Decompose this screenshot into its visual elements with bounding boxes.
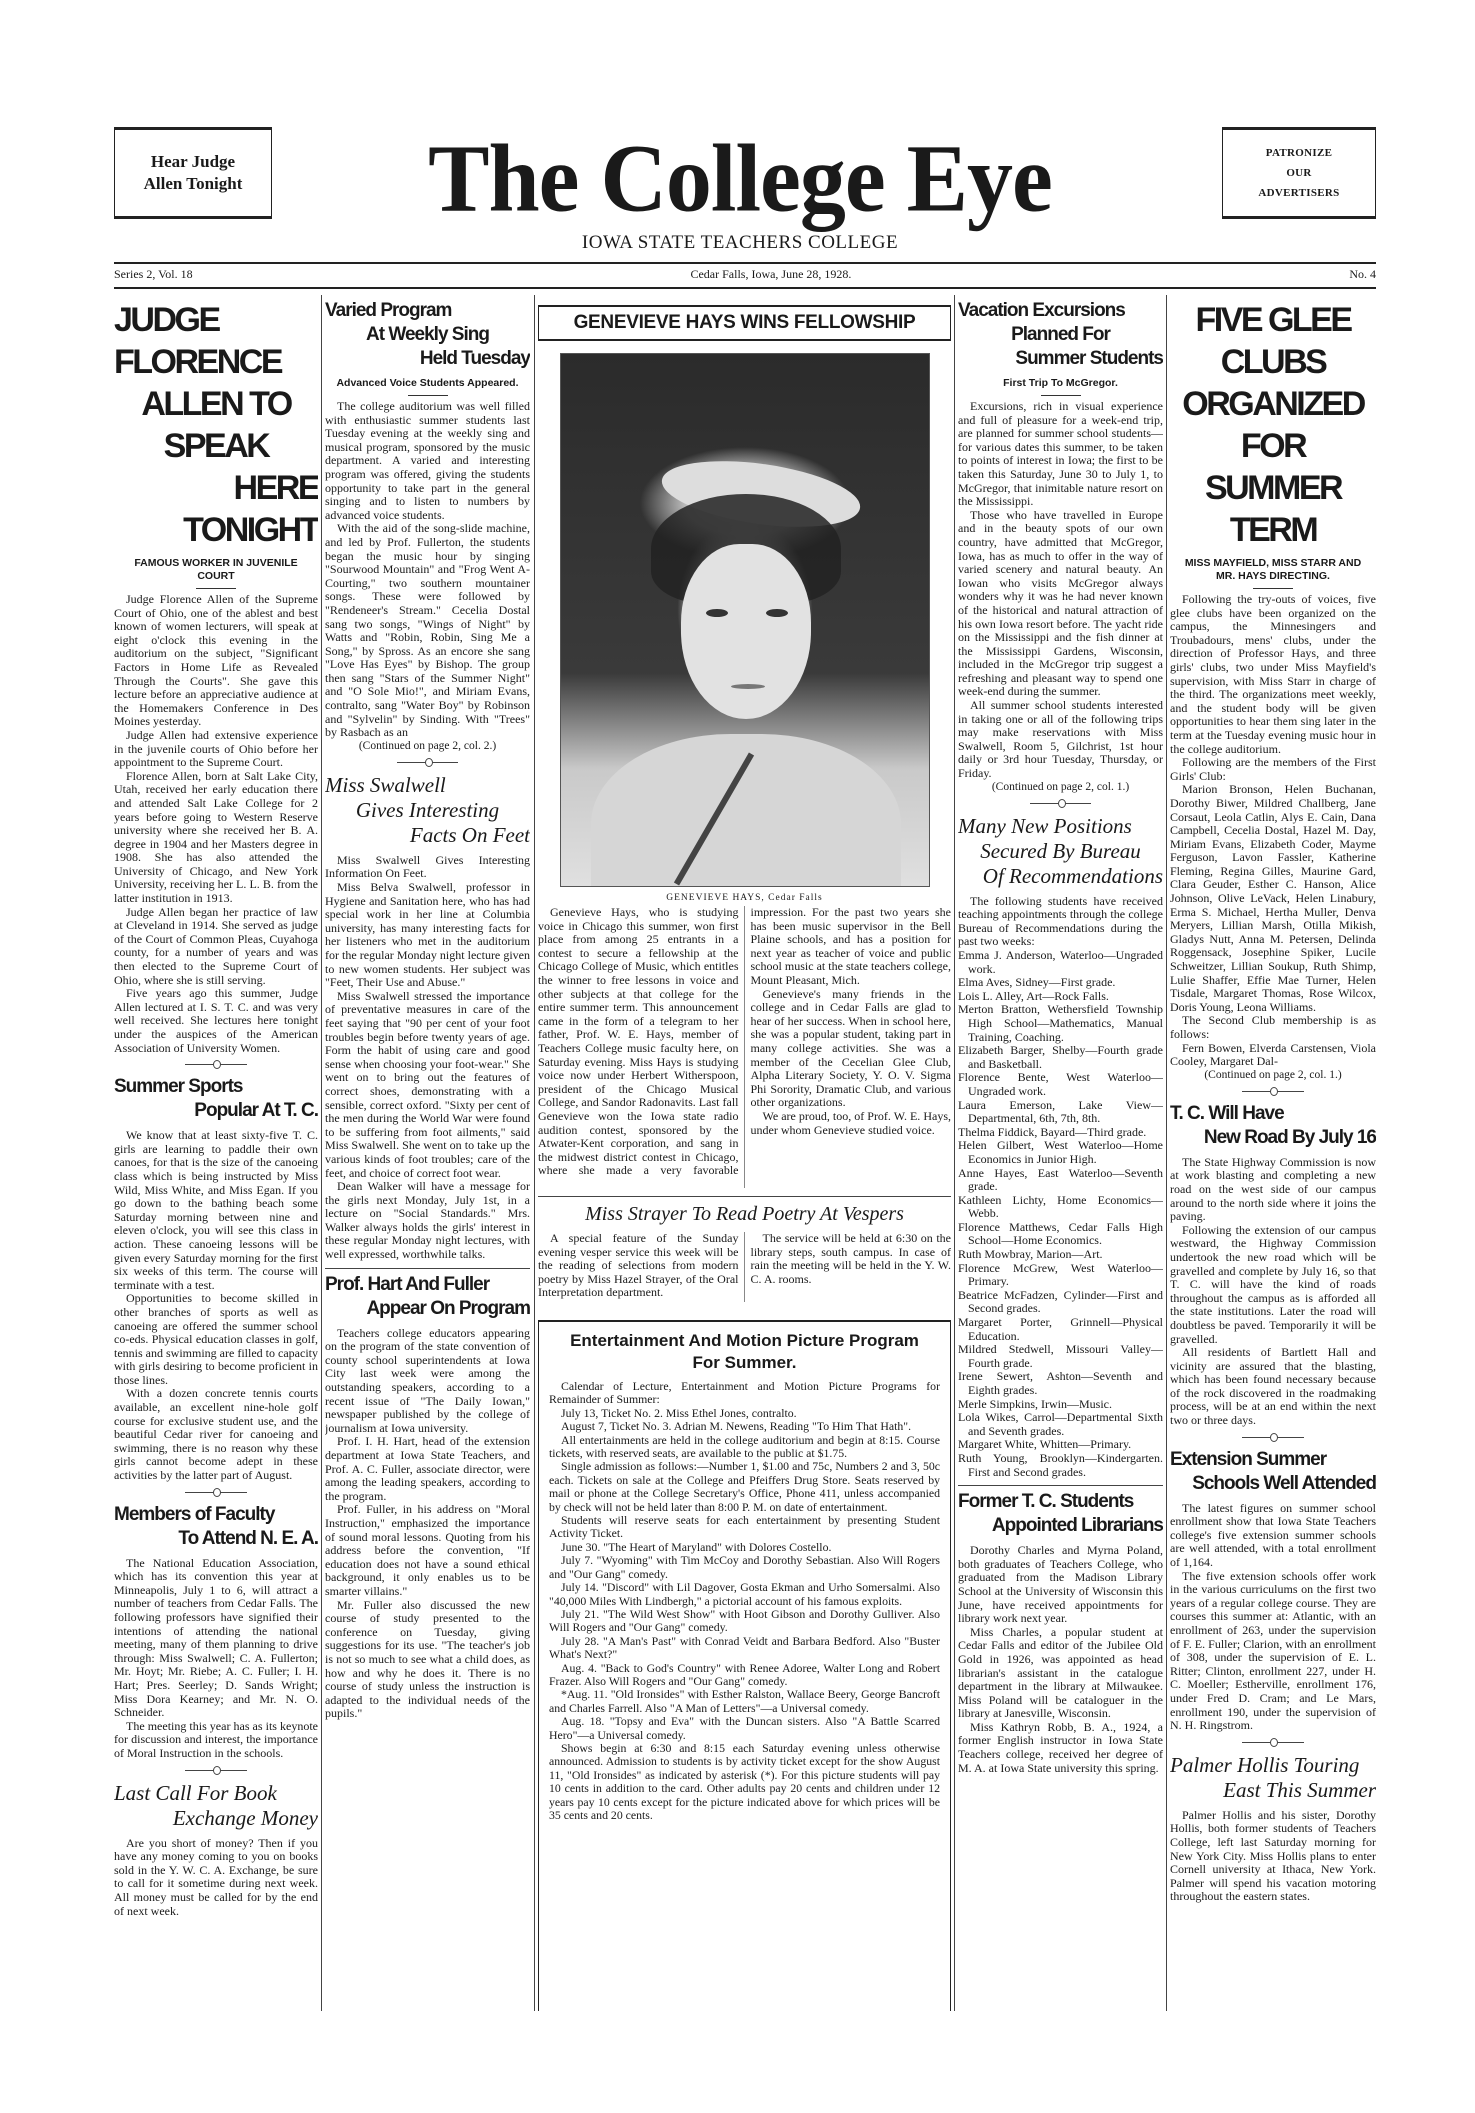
- paragraph: Dean Walker will have a message for the girls next Monday, July 1st, in a lecture on "Social Standards." Mrs. Walker always holds the girls' interest in these regular Monday night lectures, with well expressed, worthwhile talks.: [325, 1179, 530, 1262]
- entertainment-body: [549, 1380, 940, 1822]
- paragraph: Mr. Fuller also discussed the new course of study presented to the conference on Tuesday, giving suggestions for its use. "The teacher's job is not so much to see what a child does, as how and why he does it. There is no course of study unless the instruction is adapted to the individual needs of the pupils.": [325, 1597, 530, 1721]
- list-item: Ruth Young, Brooklyn—Kindergarten. First and Second grades.: [958, 1450, 1163, 1479]
- paragraph: Single admission as follows:—Number 1, $1.00 and 75c, Numbers 2 and 3, 50c each. Tickets on sale at the College and Pfeiffers Drug Store. Seats reserved by mail or phone at the College Secretary's Office, Phone 411, unless accompanied by check will not be held later than 8:00 P. M. on date of entertainment.: [549, 1459, 940, 1514]
- list-item: Kathleen Lichty, Home Economics—Webb.: [958, 1192, 1163, 1221]
- strayer-article-body: [538, 1232, 951, 1302]
- paragraph: Prof. I. H. Hart, head of the extension department at Iowa State Teachers, and Prof. A. C. Fuller, associate director, were among the leading speakers, according to the program.: [325, 1434, 530, 1503]
- article-sing: [325, 299, 530, 769]
- headline-line: Prof. Hart And Fuller: [325, 1273, 490, 1295]
- headline-line: For Summer.: [692, 1353, 797, 1372]
- paragraph: Those who have travelled in Europe and in the beauty spots of our own country, have admitted that McGregor, Iowa, has as much to offer in the way of varied scenery and natural beauty. An Iowan who visits McGregor always wonders why it was he had never known of the historical and natural attraction of his own Iowa resort before. The yacht ride on the Mississippi and the fish dinner at the Mississippi Gardens, Wisconsin, included in the McGregor trip suggest a refreshing and pleasant way to spend one week-end during the summer.: [958, 507, 1163, 699]
- paragraph: Miss Swalwell stressed the importance of preventative measures in care of the feet saying that "90 per cent of your foot troubles begin before twenty years of age. Form the habit of using care and good sense when choosing your foot-wear." She went on to bring out the features of correct shoes, demonstrating with a sensible, correct oxford. "Sixty per cent of the men during the World War were found to be suffering from foot ailments," said Miss Swalwell. She went on to take up the various kinds of foot troubles; care of the feet, and choice of correct foot wear.: [325, 988, 530, 1180]
- paragraph: July 21. "The Wild West Show" with Hoot Gibson and Dorothy Gulliver. Also Will Rogers and "Our Gang" comedy.: [549, 1606, 940, 1635]
- list-item: Irene Sewert, Ashton—Seventh and Eighth grades.: [958, 1369, 1163, 1397]
- article-extension: [1170, 1448, 1376, 1749]
- paragraph: Excursions, rich in visual experience and full of pleasure for a week-end trip, are planned for summer school students—for various dates this summer, to be taken to points of interest in Iowa; the first to be taken this Saturday, June 30 to July 1, to McGregor, that inimitable nature resort on the Mississippi.: [958, 399, 1163, 509]
- headline-line: Many New Positions: [958, 813, 1132, 838]
- paragraph: August 7, Ticket No. 3. Adrian M. Newens, Reading "To Him That Hath".: [561, 1419, 912, 1434]
- article-headline: [1170, 1102, 1376, 1150]
- article-headline: [325, 299, 530, 371]
- college-name: IOWA STATE TEACHERS COLLEGE: [581, 232, 899, 253]
- headline-line: ALLEN TO SPEAK: [141, 385, 291, 465]
- paragraph: *Aug. 11. "Old Ironsides" with Esther Ralston, Wallace Beery, George Bancroft and Charles Farrell. Also "A Man of Letters"—a Universal comedy.: [549, 1687, 940, 1715]
- continued-note: (Continued on page 2, col. 2.): [358, 739, 497, 752]
- paragraph: Miss Belva Swalwell, professor in Hygiene and Sanitation here, who has had special work in her line at Columbia university, has many interesting facts for her listeners who met in the auditorium for the regular Monday night lecture given to new women students. Her subject was "Feet, Their Use and Abuse.": [325, 880, 530, 990]
- list-item: Anne Hayes, East Waterloo—Seventh grade.: [958, 1165, 1163, 1194]
- list-item: Merton Bratton, Wethersfield Township High School—Mathematics, Manual Training, Coaching.: [958, 1002, 1163, 1044]
- paragraph: Following the extension of our campus westward, the Highway Commission undertook the new road which will be gravelled and complete by July 16, so that T. C. will have the kind of roads throughout the campus as is afforded all the state institutions. Later the road will doubtless be paved. Temporarily it will be gravelled.: [1170, 1222, 1376, 1346]
- article-headline: [1170, 299, 1376, 551]
- headline-line: T. C. Will Have: [1170, 1102, 1284, 1124]
- headline-line: Extension Summer: [1170, 1448, 1327, 1470]
- series-volume: Series 2, Vol. 18: [114, 267, 193, 281]
- headline-line: Held Tuesday: [419, 348, 530, 369]
- article-headline: [114, 1781, 318, 1831]
- list-item: Florence Matthews, Cedar Falls High School—Home Economics.: [958, 1219, 1163, 1248]
- headline-line: Appear On Program: [366, 1297, 530, 1319]
- appointment-list: [958, 949, 1163, 1479]
- paragraph: The latest figures on summer school enrollment show that Iowa State Teachers college's five extension summer schools are well attended, with a total enrollment of 1,164.: [1170, 1500, 1376, 1570]
- paragraph: All entertainments are held in the college auditorium and begin at 8:15. Course tickets, with reserved seats, are available to the public at $1.75.: [549, 1432, 940, 1461]
- dateline: [114, 267, 1376, 282]
- headline-line: ORGANIZED FOR: [1182, 385, 1364, 465]
- paragraph: The National Education Association, which has its convention this year at Minneapolis, July 1 to 6, will attract a number of teachers from Cedar Falls. The following professors have signified their intentions of attending the national meeting, many of them planning to drive through: Miss Swalwell; C. A. Fullerton; Mr. Hoyt; Mr. Riebe; A. C. Fuller; I. H. Hart; Pres. Seerley; D. Sands Wright; Miss Dora Kearney; and Mr. N. O. Schneider.: [114, 1555, 318, 1720]
- article-headline: [114, 1075, 318, 1123]
- list-item: Elma Aves, Sidney—First grade.: [958, 975, 1116, 990]
- paragraph: Florence Allen, born at Salt Lake City, Utah, received her early education there and attended Salt Lake College for 2 years before going to Western Reserve university where she received her B. A. degree in 1904 and her Masters degree in 1908. She has also attended the University of Chicago, and New York University, receiving her L. L. B. from the latter institution in 1913.: [114, 768, 318, 906]
- list-item: Helen Gilbert, West Waterloo—Home Economics in Junior High.: [958, 1138, 1163, 1166]
- paragraph: Dorothy Charles and Myrna Poland, both graduates of Teachers College, who graduated from the Madison Library School at the University of Wisconsin this June, have received appointments for library work next year.: [958, 1543, 1163, 1626]
- headline-line: Members of Faculty: [114, 1503, 275, 1525]
- article-headline: [114, 1503, 318, 1551]
- article-headline: [958, 1490, 1163, 1538]
- article-subhead: Advanced Voice Students Appeared.: [331, 377, 524, 396]
- paragraph: Genevieve Hays, who is studying voice in Chicago this summer, won first place from among 25 entrants in a contest to secure a fellowship at the Chicago College of Music, which entitles the winner to free lessons in voice and other subjects at that college for the entire summer term. This announcement came in the form of a telegram to her father, Prof. W. E. Hays, member of Teachers College music faculty here, on Saturday evening. Miss Hays is studying voice now under Herbert Witherspoon, president of the Chicago Musical College, and Sandor Radonavits. Last fall Genevieve won the Iowa state radio audition contest, sponsored by the Atwater-Kent corporation, and sang in the midwest district contest in Chicago, where she made a very favorable impression. For the past two years she has been music supervisor in the Bell Plaine schools, and has a position for next year as teacher of voice and public school music at the state teachers college, Mount Pleasant, Mich.: [538, 906, 951, 1178]
- article-vacation: [958, 299, 1163, 810]
- list-item: Merle Simpkins, Irwin—Music.: [958, 1396, 1112, 1411]
- headline-line: FIVE GLEE CLUBS: [1195, 301, 1351, 381]
- paragraph: Aug. 18. "Topsy and Eva" with the Duncan sisters. Also "A Battle Scarred Hero"—a Universal comedy.: [549, 1714, 940, 1742]
- place-date: Cedar Falls, Iowa, June 28, 1928.: [690, 267, 852, 281]
- paragraph: The following students have received teaching appointments through the college Bureau of Recommendations during the past two weeks:: [958, 893, 1163, 949]
- paragraph: Calendar of Lecture, Entertainment and Motion Picture Programs for Remainder of Summer:: [549, 1379, 940, 1407]
- article-separator: [958, 796, 1163, 810]
- headline-line: Miss Swalwell: [325, 772, 446, 797]
- headline-line: Palmer Hollis Touring: [1170, 1752, 1360, 1777]
- article-separator: [325, 755, 530, 769]
- article-hollis: [1170, 1753, 1376, 1904]
- headline-line: Popular At T. C.: [194, 1100, 318, 1122]
- photo-caption: GENEVIEVE HAYS, Cedar Falls: [666, 893, 823, 903]
- paragraph: With a dozen concrete tennis courts available, an excellent nine-hole golf course for exclusive student use, and the beautiful Cedar river for canoeing and swimming, there is no reason why these girls cannot become adept in these activities by the latter part of August.: [114, 1386, 318, 1483]
- paragraph: The five extension schools offer work in the various curriculums on the first two years of a regular college course. They are courses this summer at: Atlantic, with an enrollment of 263, under the supervision of F. E. Fuller; Clarion, with an enrollment of 308, under the supervision of E. L. Ritter; Clinton, enrollment 227, under H. C. Moeller; Estherville, enrollment 176, under Fred D. Cram; and Le Mars, enrollment 190, under the supervision of N. H. Ringstrom.: [1170, 1568, 1376, 1733]
- hays-headline: GENEVIEVE HAYS WINS FELLOWSHIP: [538, 305, 951, 341]
- paragraph: Are you short of money? Then if you have any money coming to you on books sold in the Y. W. C. A. Exchange, be sure to call for it sometime during next week. All money must be called for by the end of next week.: [114, 1835, 318, 1918]
- portrait-photo: [560, 353, 930, 887]
- headline-line: Last Call For Book: [114, 1780, 277, 1805]
- paragraph: Genevieve's many friends in the college and in Cedar Falls are glad to hear of her success. When in school here, she was a popular student, taking part in many college activities. She was a member of the Cecelian Glee Club, Alpha Literary Society, Y. O. V. Sigma Phi Sorority, Dramatic Club, and various other organizations.: [750, 986, 951, 1110]
- masthead-rule: [114, 262, 1376, 264]
- paragraph: Aug. 4. "Back to God's Country" with Renee Adoree, Walter Long and Robert Frazer. Also Will Rogers and "Our Gang" comedy.: [549, 1660, 940, 1688]
- paragraph: July 13, Ticket No. 2. Miss Ethel Jones, contralto.: [561, 1405, 797, 1420]
- newspaper-title: The College Eye: [428, 124, 1052, 232]
- list-item: Florence McGrew, West Waterloo—Primary.: [958, 1260, 1163, 1289]
- paragraph: The meeting this year has as its keynote for discussion and interest, the importance of Moral Instruction in the schools.: [114, 1718, 318, 1760]
- headline-line: Former T. C. Students: [958, 1491, 1134, 1513]
- headline-line: HERE TONIGHT: [183, 469, 318, 549]
- article-separator: [1170, 1430, 1376, 1444]
- article-subhead: FAMOUS WORKER IN JUVENILE COURT: [120, 557, 312, 589]
- list-item: Laura Emerson, Lake View—Departmental, 6th, 7th, 8th.: [958, 1097, 1163, 1126]
- article-subhead: MISS MAYFIELD, MISS STARR AND MR. HAYS DIRECTING.: [1176, 557, 1370, 589]
- ear-right-line: PATRONIZE: [1265, 147, 1333, 159]
- paragraph: Miss Kathryn Robb, B. A., 1924, a former English instructor in Iowa State Teachers college, received her degree of M. A. at Iowa State university this spring.: [958, 1719, 1163, 1775]
- entertainment-program-box: [538, 1320, 951, 2011]
- paragraph: The Second Club membership is as follows:: [1170, 1013, 1376, 1041]
- list-item: Ruth Mowbray, Marion—Art.: [958, 1247, 1103, 1262]
- article-positions: [958, 814, 1163, 1480]
- article-librarians: [958, 1485, 1163, 1775]
- list-item: Emma J. Anderson, Waterloo—Ungraded work.: [958, 948, 1163, 976]
- paragraph: Fern Bowen, Elverda Carstensen, Viola Cooley, Margaret Dal-: [1170, 1040, 1376, 1069]
- paragraph: Miss Charles, a popular student at Cedar Falls and editor of the Jubilee Old Gold in 1926, was appointed as head librarian's assistant in the catalogue department in the library at Milwaukee. Miss Poland will be cataloguer in the library at Janesville, Wisconsin.: [958, 1624, 1163, 1721]
- paragraph: Marion Bronson, Helen Buchanan, Dorothy Biwer, Mildred Challberg, Jane Corsaut, Leola Catlin, Alys E. Cain, Dana Campbell, Cecelia Dostal, Hazel M. Day, Miriam Evans, Elizabeth Coder, Mayme Ferguson, Lavon Fassler, Katherine Fleming, Regina Gilles, Maurine Gard, Clara Geuder, Esther C. Hanson, Alice Johnson, Olive LeVack, Helen Linabury, Erma S. Michael, Hertha Muller, Denva Meryers, Lillian Marsh, Otilla Mikish, Gladys Nutt, Anna M. Petersen, Delinda Roggensack, Josephine Spiker, Lucile Schweitzer, Lillian Soukup, Ruth Shimp, Lulie Shaffer, Effie Mae Turner, Helen Tisdale, Margaret Thomas, Rose Wilcox, Doris Young, Leona Williams.: [1170, 782, 1376, 1014]
- list-item: Elizabeth Barger, Shelby—Fourth grade and Basketball.: [958, 1043, 1163, 1071]
- paragraph: The service will be held at 6:30 on the library steps, south campus. In case of rain the meeting will be held in the Y. W. C. A. rooms.: [750, 1232, 951, 1286]
- article-subhead: First Trip To McGregor.: [964, 377, 1157, 396]
- article-headline: [325, 773, 530, 848]
- list-item: Thelma Fiddick, Bayard—Third grade.: [958, 1124, 1147, 1139]
- headline-line: East This Summer: [1223, 1777, 1376, 1802]
- paragraph: Following the try-outs of voices, five glee clubs have been organized on the campus, the Minnesingers and Troubadours, mens' clubs, under the direction of Professor Hays, and three girls' clubs, two under Miss Mayfield's supervision, with Miss Starr in charge of the third. The organizations meet weekly, and the student body will be given opportunities to hear them sing later in the term at the Tuesday evening music hour in the college auditorium.: [1170, 592, 1376, 756]
- headline-line: Vacation Excursions: [958, 300, 1125, 321]
- article-separator: [114, 1763, 318, 1777]
- headline-line: SUMMER TERM: [1204, 469, 1342, 549]
- headline-line: Appointed Librarians: [991, 1515, 1163, 1537]
- article-hart: [325, 1268, 530, 1721]
- article-swalwell: [325, 773, 530, 1262]
- column-5: [1170, 295, 1376, 2011]
- ear-box-hear-judge: [114, 127, 272, 219]
- paragraph: A special feature of the Sunday evening vesper service this week will be the reading of selections from modern poetry by Miss Hazel Strayer, of the Oral Interpretation department.: [538, 1232, 739, 1300]
- ear-right-line: ADVERTISERS: [1258, 187, 1340, 199]
- article-glee: [1170, 299, 1376, 1098]
- paragraph: July 14. "Discord" with Lil Dagover, Gosta Ekman and Urho Somersalmi. Also "40,000 Miles With Lindbergh," a pictorial account of his famous exploits.: [549, 1580, 940, 1608]
- paragraph: The college auditorium was well filled with enthusiastic summer students last Tuesday evening at the weekly sing and musical program, sponsored by the music department. A varied and interesting program was offered, giving the students opportunity to take part in the general singing and to listen to numbers by advanced voice students.: [325, 399, 530, 522]
- article-headline: [1170, 1753, 1376, 1803]
- continued-note: (Continued on page 2, col. 1.): [991, 780, 1130, 793]
- paragraph: Opportunities to become skilled in other branches of sports as well as canoeing are offered the summer school co-eds. Physical education classes in golf, tennis and swimming are filled to capacity with girls desiring to become proficient in those lines.: [114, 1291, 318, 1387]
- article-books: [114, 1781, 318, 1919]
- headline-line: To Attend N. E. A.: [178, 1527, 318, 1549]
- paragraph: Judge Florence Allen of the Supreme Court of Ohio, one of the ablest and best known of women lecturers, will speak at eight o'clock this evening in the auditorium on the subject, "Significant Factors in Home Life as Revealed Through the Courts". She gave this lecture before an appreciative audience at the Homemakers Conference in Des Moines yesterday.: [114, 592, 318, 729]
- headline-line: Facts On Feet: [409, 822, 530, 847]
- list-item: Margaret Porter, Grinnell—Physical Education.: [958, 1315, 1163, 1343]
- column-rule: [321, 295, 322, 2011]
- entertainment-headline: [549, 1330, 940, 1374]
- headline-line: Summer Students: [1015, 348, 1163, 369]
- article-headline: [958, 299, 1163, 371]
- column-rule: [954, 295, 955, 2011]
- column-4: [958, 295, 1163, 2011]
- paragraph: Judge Allen had extensive experience in the juvenile courts of Ohio before her appointment to the Supreme Court.: [114, 727, 318, 770]
- headline-line: Schools Well Attended: [1192, 1472, 1376, 1494]
- article-headline: [958, 814, 1163, 889]
- paragraph: Students will reserve seats for each entertainment by presenting Student Activity Ticket.: [549, 1513, 940, 1541]
- headline-line: New Road By July 16: [1203, 1126, 1376, 1148]
- paragraph: Judge Allen began her practice of law at Cleveland in 1914. She served as judge of the Court of Common Pleas, Cuyahoga county, for a number of years and was then elected to the Supreme Court of Ohio, where she is still serving.: [114, 904, 318, 987]
- list-item: Margaret White, Whitten—Primary.: [958, 1437, 1132, 1452]
- article-separator: [114, 1057, 318, 1071]
- article-headline: [325, 1273, 530, 1321]
- headline-line: Summer Sports: [114, 1076, 243, 1098]
- article-separator: [114, 1485, 318, 1499]
- column-rule: [534, 295, 535, 2011]
- paragraph: Teachers college educators appearing on the program of the state convention of county school superintendents at Iowa City last week were among the outstanding speakers, according to a recent issue of "The Daily Iowan," newspaper published by the college of journalism at Iowa university.: [325, 1325, 530, 1435]
- paragraph: July 28. "A Man's Past" with Conrad Veidt and Barbara Bedford. Also "Buster What's Next?": [549, 1633, 940, 1662]
- ear-box-patronize: [1222, 127, 1376, 219]
- paragraph: Miss Swalwell Gives Interesting Information On Feet.: [325, 852, 530, 881]
- list-item: Lola Wikes, Carrol—Departmental Sixth and Seventh grades.: [958, 1410, 1163, 1438]
- column-1: [114, 295, 318, 2011]
- paragraph: All summer school students interested in taking one or all of the following trips may make reservations with Miss Swalwell, Room 5, Gilchrist, 1st hour daily or 3rd hour Tuesday, Thursday, or Friday.: [958, 698, 1163, 781]
- paragraph: Shows begin at 6:30 and 8:15 each Saturday evening unless otherwise announced. Admission to students is by activity ticket except for the show August 11, "Old Ironsides" as indicated by asterisk (*). For this picture students will pay 10 cents in addition to the card. Other adults pay 20 cents and children under 12 years pay 10 cents except for the picture indicated above for which prices will be 35 cents and 20 cents.: [549, 1740, 940, 1822]
- column-2: [325, 295, 530, 2011]
- paragraph: July 7. "Wyoming" with Tim McCoy and Dorothy Sebastian. Also Will Rogers and "Our Gang" comedy.: [549, 1553, 940, 1581]
- article-sports: [114, 1075, 318, 1498]
- headline-line: Planned For: [1011, 324, 1110, 345]
- headline-line: Of Recommendations: [982, 863, 1163, 888]
- paragraph: Five years ago this summer, Judge Allen lectured at I. S. T. C. and was very well received. She lectures here tonight under the auspices of the American Association of University Women.: [114, 986, 318, 1055]
- strayer-headline: Miss Strayer To Read Poetry At Vespers: [538, 1196, 951, 1226]
- ear-left-line: Hear Judge: [150, 152, 236, 171]
- headline-line: Gives Interesting: [355, 797, 500, 822]
- article-faculty: [114, 1503, 318, 1777]
- issue-number: No. 4: [1349, 267, 1376, 281]
- paragraph: All residents of Bartlett Hall and vicinity are assured that the blasting, which has been found necessary because of the rock discovered in the roadmaking process, will be at an end within the next two or three days.: [1170, 1345, 1376, 1428]
- headline-line: Varied Program: [325, 300, 452, 321]
- ear-left-line: Allen Tonight: [143, 174, 243, 193]
- paragraph: The State Highway Commission is now at work blasting and completing a new road on the west side of our campus around to the north side where it joins the paving.: [1170, 1154, 1376, 1224]
- ear-right-line: OUR: [1286, 167, 1312, 179]
- headline-line: JUDGE FLORENCE: [114, 301, 281, 381]
- headline-line: Entertainment And Motion Picture Program: [570, 1331, 919, 1350]
- hays-article-body: [538, 906, 951, 1188]
- list-item: Beatrice McFadzen, Cylinder—First and Second grades.: [958, 1287, 1163, 1316]
- article-separator: [1170, 1084, 1376, 1098]
- dateline-rule: [114, 287, 1376, 289]
- headline-line: At Weekly Sing: [366, 324, 489, 345]
- headline-line: Secured By Bureau: [980, 838, 1141, 863]
- continued-note: (Continued on page 2, col. 1.): [1204, 1068, 1342, 1081]
- article-headline: [1170, 1448, 1376, 1496]
- paragraph: Palmer Hollis and his sister, Dorothy Hollis, both former students of Teachers College, left last Saturday morning for New York City. Miss Hollis plans to enter Cornell university at Ithaca, New York. Palmer will spend his vacation motoring throughout the eastern states.: [1170, 1807, 1376, 1904]
- center-column: [538, 295, 951, 2011]
- article-road: [1170, 1102, 1376, 1444]
- paragraph: Following are the members of the First Girls' Club:: [1170, 755, 1376, 783]
- list-item: Florence Bente, West Waterloo—Ungraded work.: [958, 1070, 1163, 1098]
- paragraph: June 30. "The Heart of Maryland" with Dolores Costello.: [561, 1539, 832, 1554]
- paragraph: Prof. Fuller, in his address on "Moral Instruction," emphasized the importance of sound moral lessons. Quoting from his address before the convention, "If education does not have a sound ethical background, it only enables us to be smarter villains.": [325, 1502, 530, 1598]
- list-item: Mildred Stedwell, Missouri Valley—Fourth grade.: [958, 1342, 1163, 1370]
- list-item: Lois L. Alley, Art—Rock Falls.: [958, 988, 1109, 1003]
- article-headline: [114, 299, 318, 551]
- paragraph: We are proud, too, of Prof. W. E. Hays, under whom Genevieve studied voice.: [750, 1108, 951, 1137]
- article-judge: [114, 299, 318, 1071]
- article-separator: [1170, 1735, 1376, 1749]
- paragraph: With the aid of the song-slide machine, and led by Prof. Fullerton, the students began the music hour by singing "Sourwood Mountain" and "Frog Went A-Courting," two southern mountainer songs. These were followed by "Rendeneer's Stream." Cecelia Dostal sang two songs, "Wings of Night" by Watts and "Robin, Robin, Sing Me a Song," by Spross. As an encore she sang "Love Has Eyes" by Bishop. The group then sang "Stars of the Summer Night" and "O Sole Mio!", and Miriam Evans, contralto, sang "Water Boy" by Robinson and "Sylvelin" by Sinding. With "Trees" by Rasbach as an: [325, 521, 530, 740]
- paragraph: We know that at least sixty-five T. C. girls are learning to paddle their own canoes, for that is the size of the canoeing class which is being instructed by Miss Wild, Miss White, and Miss Egan. If you go down to the bathing beach some Saturday morning between nine and eleven o'clock, you will see this class in action. These canoeing lessons will be given every Saturday morning for the first six weeks of this term. The course will terminate with a test.: [114, 1128, 318, 1292]
- column-rule: [1166, 295, 1167, 2011]
- headline-line: Exchange Money: [172, 1805, 318, 1830]
